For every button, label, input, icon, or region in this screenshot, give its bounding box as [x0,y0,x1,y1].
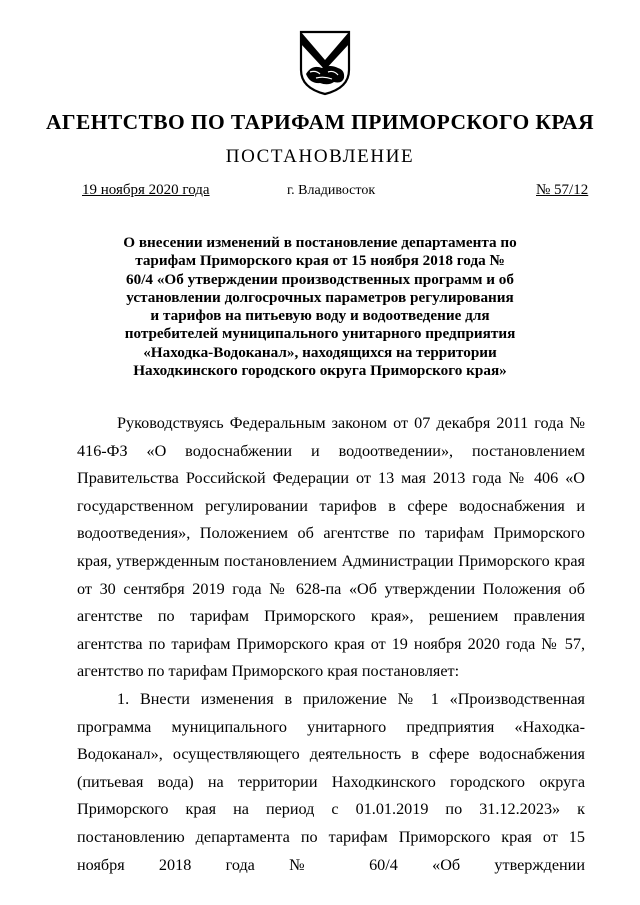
document-subject: О внесении изменений в постановление департамента по тарифам Приморского края от 15 ноября 2018 года № 60/4 «Об утверждении производственных программ и об установлении долгосрочных параметров регулирования и тарифов на питьевую воду и водоотведение для потребителей муниципального унитарного предприятия «Находка-Водоканал», находящихся на территории Находкинского городского округа Приморского края» [123,234,517,380]
primorsky-coat-of-arms-icon [298,30,352,96]
body-paragraph-item-1: 1. Внести изменения в приложение № 1 «Производственная программа муниципального унитарного предприятия «Находка-Водоканал», осуществляющего деятельность в сфере водоснабжения (питьевая вода) на территории Находкинского городского округа Приморского края на период с 01.01.2019 по 31.12.2023» к постановлению департамента по тарифам Приморского края от 15 ноября 2018 года № 60/4 «Об утверждении [77,689,585,874]
document-date: 19 ноября 2020 года [82,182,210,198]
document-city: г. Владивосток [287,183,376,198]
document-body [77,410,585,879]
document-type: ПОСТАНОВЛЕНИЕ [225,146,415,167]
agency-name: АГЕНТСТВО ПО ТАРИФАМ ПРИМОРСКОГО КРАЯ [45,110,595,134]
body-paragraph-preamble: Руководствуясь Федеральным законом от 07 декабря 2011 года № 416-ФЗ «О водоснабжении и водоотведении», постановлением Правительства Российской Федерации от 13 мая 2013 года № 406 «О государственном регулировании тарифов в сфере водоснабжения и водоотведения», Положением об агентстве по тарифам Приморского края, утвержденным постановлением Администрации Приморского края от 30 сентября 2019 года № 628-па «Об утверждении Положения об агентстве по тарифам Приморского края», решением правления агентства по тарифам Приморского края от 19 ноября 2020 года № 57, агентство по тарифам Приморского края постановляет: [77,414,585,681]
document-number: № 57/12 [536,182,589,198]
